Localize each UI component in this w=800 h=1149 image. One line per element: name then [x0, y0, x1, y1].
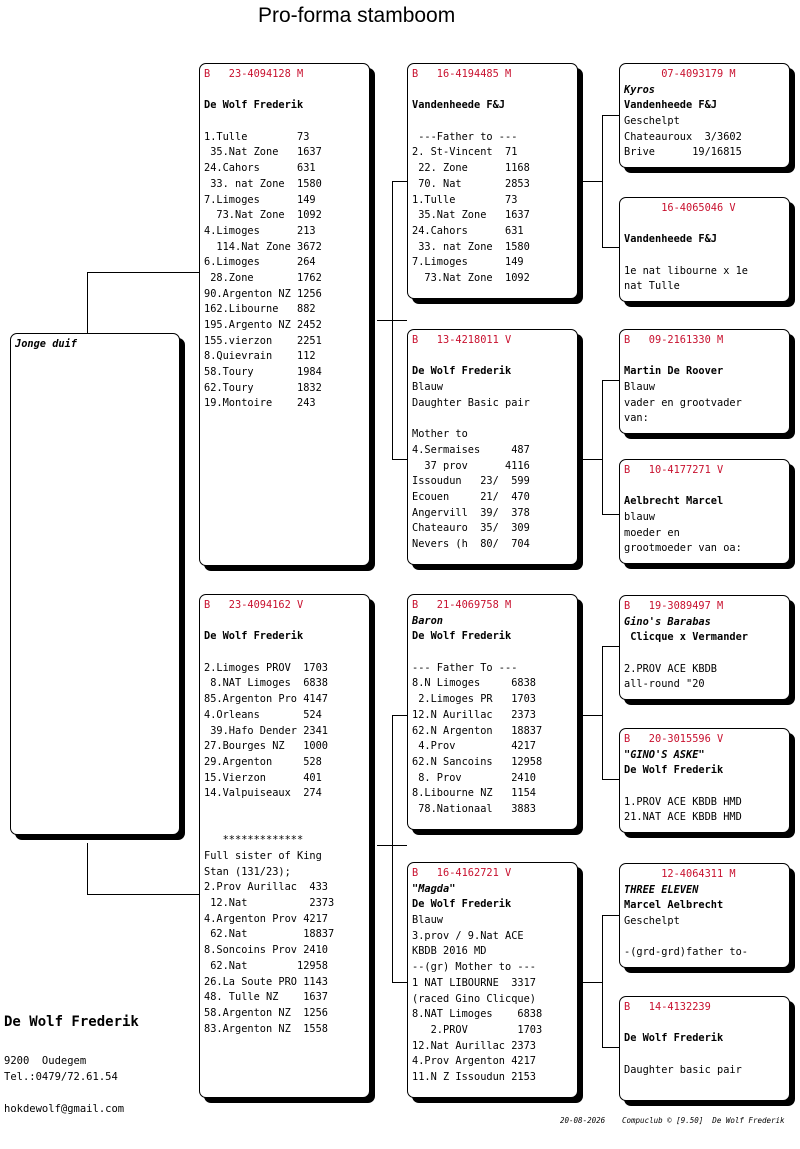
pedigree-line: 62.N Argenton 18837 — [412, 724, 543, 737]
pedigree-line: 90.Argenton NZ 1256 — [204, 287, 322, 300]
pedigree-line: 62.N Sancoins 12958 — [412, 755, 543, 768]
owner-address: 9200 Oudegem — [4, 1055, 87, 1067]
pedigree-line: 19.Montoire 243 — [204, 397, 316, 410]
pedigree-line: Brive 19/16815 — [624, 146, 742, 159]
ring-number: B 09-2161330 M — [624, 334, 724, 346]
pedigree-line: 2.Prov Aurillac 433 — [204, 881, 328, 894]
owner-line: Vandenheede F&J — [624, 233, 717, 246]
pedigree-line: 29.Argenton 528 — [204, 755, 322, 768]
pedigree-line — [412, 411, 573, 427]
pedigree-line — [412, 83, 573, 99]
pedigree-line: 62.Nat 12958 — [204, 959, 328, 972]
pedigree-line: Issoudun 23/ 599 — [412, 475, 530, 488]
pedigree-line — [624, 217, 785, 233]
pedigree-line: "GINO'S ASKE" — [624, 748, 705, 761]
pedigree-line — [204, 83, 365, 99]
connector-line — [602, 514, 619, 515]
owner-line: De Wolf Frederik — [204, 630, 304, 643]
pedigree-line: 35.Nat Zone 1637 — [204, 146, 322, 159]
pedigree-line: 114.Nat Zone 3672 — [204, 240, 322, 253]
pedigree-line: 4.Argenton Prov 4217 — [204, 912, 328, 925]
pedigree-line: 2. St-Vincent 71 — [412, 146, 518, 159]
connector-line — [602, 380, 619, 381]
pedigree-line: 62.Toury 1832 — [204, 381, 322, 394]
owner-line: Clicque x Vermander — [624, 631, 748, 644]
pedigree-line: vader en grootvader — [624, 396, 742, 409]
pedigree-line: 1.PROV ACE KBDB HMD — [624, 795, 742, 808]
pedigree-line: 1.Tulle 73 — [204, 130, 310, 143]
owner-line: Vandenheede F&J — [412, 99, 505, 112]
connector-line — [602, 115, 603, 248]
pedigree-line: 4.Orleans 524 — [204, 708, 322, 721]
pedigree-line: 83.Argenton NZ 1558 — [204, 1022, 328, 1035]
pedigree-line: moeder en — [624, 526, 680, 539]
pedigree-line: 2.Limoges PROV 1703 — [204, 661, 328, 674]
pedigree-line: 8.NAT Limoges 6838 — [412, 1008, 543, 1021]
pedigree-line: grootmoeder van oa: — [624, 542, 742, 555]
ring-number: B 19-3089497 M — [624, 600, 724, 612]
dam-dam-box — [407, 862, 578, 1098]
pedigree-line: --(gr) Mother to --- — [412, 961, 536, 974]
owner-line: De Wolf Frederik — [412, 630, 512, 643]
pedigree-line: 6.Limoges 264 — [204, 256, 316, 269]
pedigree-line: 35.Nat Zone 1637 — [412, 209, 530, 222]
pedigree-line: 12.N Aurillac 2373 — [412, 708, 536, 721]
owner-line: Vandenheede F&J — [624, 99, 717, 112]
dam-sire-sire-box — [619, 595, 790, 700]
pedigree-line: 1.Tulle 73 — [412, 193, 518, 206]
pedigree-line — [204, 114, 365, 130]
dam-dam-dam-box — [619, 996, 790, 1101]
pedigree-line: 27.Bourges NZ 1000 — [204, 740, 328, 753]
pedigree-line: ************* — [204, 834, 304, 847]
ring-number: 07-4093179 M — [624, 68, 736, 80]
pedigree-line: Nevers (h 80/ 704 — [412, 537, 530, 550]
pedigree-line: 8. Prov 2410 — [412, 771, 536, 784]
pedigree-line: 195.Argento NZ 2452 — [204, 319, 322, 331]
pedigree-line: 2.PROV 1703 — [412, 1023, 543, 1036]
owner-line: Martin De Roover — [624, 365, 724, 378]
pedigree-line — [624, 646, 785, 662]
page-title: Pro-forma stamboom — [258, 4, 456, 27]
dam-box — [199, 594, 370, 1098]
pedigree-line: 33. nat Zone 1580 — [204, 177, 322, 190]
sire-dam-sire-box — [619, 329, 790, 434]
footer-software: Compuclub © [9.50] De Wolf Frederik — [622, 1116, 785, 1125]
pedigree-line — [624, 479, 785, 495]
pedigree-line — [204, 614, 365, 630]
sire-dam-dam-box — [619, 459, 790, 564]
connector-line — [582, 715, 602, 716]
pedigree-line: 8.Soncoins Prov 2410 — [204, 944, 328, 957]
ring-number: 16-4065046 V — [624, 202, 736, 214]
pedigree-line — [624, 248, 785, 264]
pedigree-line: 2.Limoges PR 1703 — [412, 693, 536, 706]
owner-line: Marcel Aelbrecht — [624, 899, 724, 912]
connector-line — [602, 779, 619, 780]
connector-line — [602, 915, 603, 1048]
connector-line — [582, 181, 602, 182]
connector-line — [602, 1047, 619, 1048]
pedigree-line: "Magda" — [412, 882, 456, 895]
pedigree-line: Gino's Barabas — [624, 615, 711, 628]
pedigree-line: 4.Prov Argenton 4217 — [412, 1055, 536, 1068]
owner-line: De Wolf Frederik — [412, 365, 512, 378]
pedigree-line: 3.prov / 9.Nat ACE — [412, 929, 524, 942]
pedigree-line: van: — [624, 412, 649, 425]
connector-line — [602, 915, 619, 916]
ring-number: B 13-4218011 V — [412, 334, 512, 346]
pedigree-line: 8.Libourne NZ 1154 — [412, 787, 536, 800]
pedigree-line: Mother to — [412, 428, 468, 441]
pedigree-line: Blauw — [412, 914, 443, 927]
owner-name: De Wolf Frederik — [4, 1014, 139, 1030]
connector-line — [602, 646, 619, 647]
owner-line: De Wolf Frederik — [204, 99, 304, 112]
pedigree-line: Angervill 39/ 378 — [412, 506, 530, 519]
pedigree-line: 62.Nat 18837 — [204, 928, 335, 941]
pedigree-line — [624, 1016, 785, 1032]
connector-line — [87, 894, 200, 895]
pedigree-line: Geschelpt — [624, 115, 680, 128]
pedigree-line — [624, 930, 785, 946]
pedigree-line: Blauw — [624, 381, 655, 394]
pedigree-line: 1 NAT LIBOURNE 3317 — [412, 976, 536, 989]
ring-number: B 20-3015596 V — [624, 733, 724, 745]
subject-box — [10, 333, 180, 835]
connector-line — [602, 380, 603, 515]
pedigree-line: 78.Nationaal 3883 — [412, 802, 536, 815]
sire-sire-sire-box — [619, 63, 790, 168]
pedigree-line: -(grd-grd)father to- — [624, 946, 748, 959]
pedigree-line — [624, 349, 785, 365]
owner-email: hokdewolf@gmail.com — [4, 1103, 125, 1115]
pedigree-line — [204, 645, 365, 661]
pedigree-line: Ecouen 21/ 470 — [412, 490, 530, 503]
pedigree-line: 11.N Z Issoudun 2153 — [412, 1070, 536, 1083]
pedigree-line: Chateauro 35/ 309 — [412, 522, 530, 535]
connector-line — [392, 459, 407, 460]
footer-date: 20-08-2026 — [560, 1116, 606, 1125]
sire-sire-dam-box — [619, 197, 790, 302]
connector-line — [392, 715, 407, 716]
pedigree-line: Daughter Basic pair — [412, 396, 530, 409]
pedigree-line: 85.Argenton Pro 4147 — [204, 693, 328, 706]
pedigree-line — [412, 645, 573, 661]
pedigree-line: Full sister of King — [204, 850, 322, 862]
pedigree-line: 7.Limoges 149 — [412, 256, 524, 269]
pedigree-line — [624, 1047, 785, 1063]
pedigree-line: 4.Sermaises 487 — [412, 443, 530, 456]
pedigree-line: 2.PROV ACE KBDB — [624, 662, 717, 675]
pedigree-line — [624, 779, 785, 795]
pedigree-line: Stan (131/23); — [204, 865, 291, 878]
pedigree-line: 24.Cahors 631 — [204, 162, 316, 175]
pedigree-line: Blauw — [412, 381, 443, 394]
pedigree-line: 37 prov 4116 — [412, 459, 530, 472]
ring-number: B 14-4132239 — [624, 1001, 711, 1013]
pedigree-line: 8.Quievrain 112 — [204, 350, 316, 363]
ring-number: B 23-4094162 V — [204, 599, 304, 611]
pedigree-line: 7.Limoges 149 — [204, 193, 316, 206]
pedigree-line: KBDB 2016 MD — [412, 945, 487, 958]
pedigree-line: Chateauroux 3/3602 — [624, 130, 742, 143]
pedigree-line: 14.Valpuiseaux 274 — [204, 787, 322, 800]
pedigree-line: nat Tulle — [624, 280, 680, 293]
pedigree-line: Daughter basic pair — [624, 1063, 742, 1076]
connector-line — [87, 272, 88, 334]
connector-line — [582, 459, 602, 460]
pedigree-line: ---Father to --- — [412, 130, 518, 143]
connector-line — [392, 982, 407, 983]
pedigree-line: 73.Nat Zone 1092 — [204, 209, 322, 222]
sire-dam-box — [407, 329, 578, 565]
pedigree-line: 12.Nat Aurillac 2373 — [412, 1039, 536, 1052]
pedigree-line: 12.Nat 2373 — [204, 897, 335, 910]
ring-number: B 23-4094128 M — [204, 68, 304, 80]
sire-box — [199, 63, 370, 566]
subject-label: Jonge duif — [15, 338, 77, 350]
pedigree-line: Kyros — [624, 83, 655, 96]
connector-line — [87, 272, 200, 273]
ring-number: B 16-4162721 V — [412, 867, 512, 879]
pedigree-line: 15.Vierzon 401 — [204, 771, 322, 784]
pedigree-line: 8.N Limoges 6838 — [412, 677, 536, 690]
pedigree-line: Baron — [412, 614, 443, 627]
pedigree-line: Geschelpt — [624, 915, 680, 928]
pedigree-line: 73.Nat Zone 1092 — [412, 271, 530, 284]
pedigree-line: 58.Toury 1984 — [204, 366, 322, 379]
pedigree-line: all-round "20 — [624, 678, 705, 691]
connector-line — [87, 843, 88, 894]
pedigree-line: --- Father To --- — [412, 661, 518, 674]
connector-line — [602, 247, 619, 248]
owner-line: Aelbrecht Marcel — [624, 495, 724, 508]
pedigree-line: 155.vierzon 2251 — [204, 334, 322, 347]
owner-line: De Wolf Frederik — [412, 898, 512, 911]
sire-sire-box — [407, 63, 578, 299]
pedigree-line: 26.La Soute PRO 1143 — [204, 975, 328, 988]
dam-sire-dam-box — [619, 728, 790, 833]
pedigree-line: 48. Tulle NZ 1637 — [204, 991, 328, 1004]
ring-number: B 21-4069758 M — [412, 599, 512, 611]
connector-line — [392, 715, 393, 983]
ring-number: 12-4064311 M — [624, 868, 736, 880]
pedigree-line: 4.Prov 4217 — [412, 740, 536, 753]
connector-line — [602, 115, 619, 116]
pedigree-line: blauw — [624, 511, 655, 524]
ring-number: B 16-4194485 M — [412, 68, 512, 80]
pedigree-line — [204, 802, 365, 818]
connector-line — [392, 181, 393, 460]
pedigree-line: 39.Hafo Dender 2341 — [204, 724, 328, 737]
owner-line: De Wolf Frederik — [624, 764, 724, 777]
pedigree-line — [412, 349, 573, 365]
connector-line — [582, 982, 602, 983]
pedigree-line — [412, 114, 573, 130]
dam-sire-box — [407, 594, 578, 830]
pedigree-line: 24.Cahors 631 — [412, 224, 524, 237]
connector-line — [602, 646, 603, 780]
pedigree-line: 8.NAT Limoges 6838 — [204, 677, 328, 690]
pedigree-line: 21.NAT ACE KBDB HMD — [624, 811, 742, 824]
pedigree-line: 33. nat Zone 1580 — [412, 240, 530, 253]
pedigree-line: THREE ELEVEN — [624, 883, 699, 896]
connector-line — [392, 181, 407, 182]
dam-dam-sire-box — [619, 863, 790, 968]
pedigree-line: 22. Zone 1168 — [412, 162, 530, 175]
pedigree-line: 28.Zone 1762 — [204, 271, 322, 284]
pedigree-line: 70. Nat 2853 — [412, 177, 530, 190]
pedigree-line: 4.Limoges 213 — [204, 224, 316, 237]
pedigree-line: 58.Argenton NZ 1256 — [204, 1006, 328, 1019]
pedigree-line — [204, 818, 365, 834]
pedigree-line: 1e nat libourne x 1e — [624, 264, 748, 277]
ring-number: B 10-4177271 V — [624, 464, 724, 476]
owner-line: De Wolf Frederik — [624, 1032, 724, 1045]
owner-phone: Tel.:0479/72.61.54 — [4, 1071, 118, 1083]
pedigree-line: 162.Libourne 882 — [204, 303, 316, 316]
pedigree-line: (raced Gino Clicque) — [412, 992, 536, 1005]
